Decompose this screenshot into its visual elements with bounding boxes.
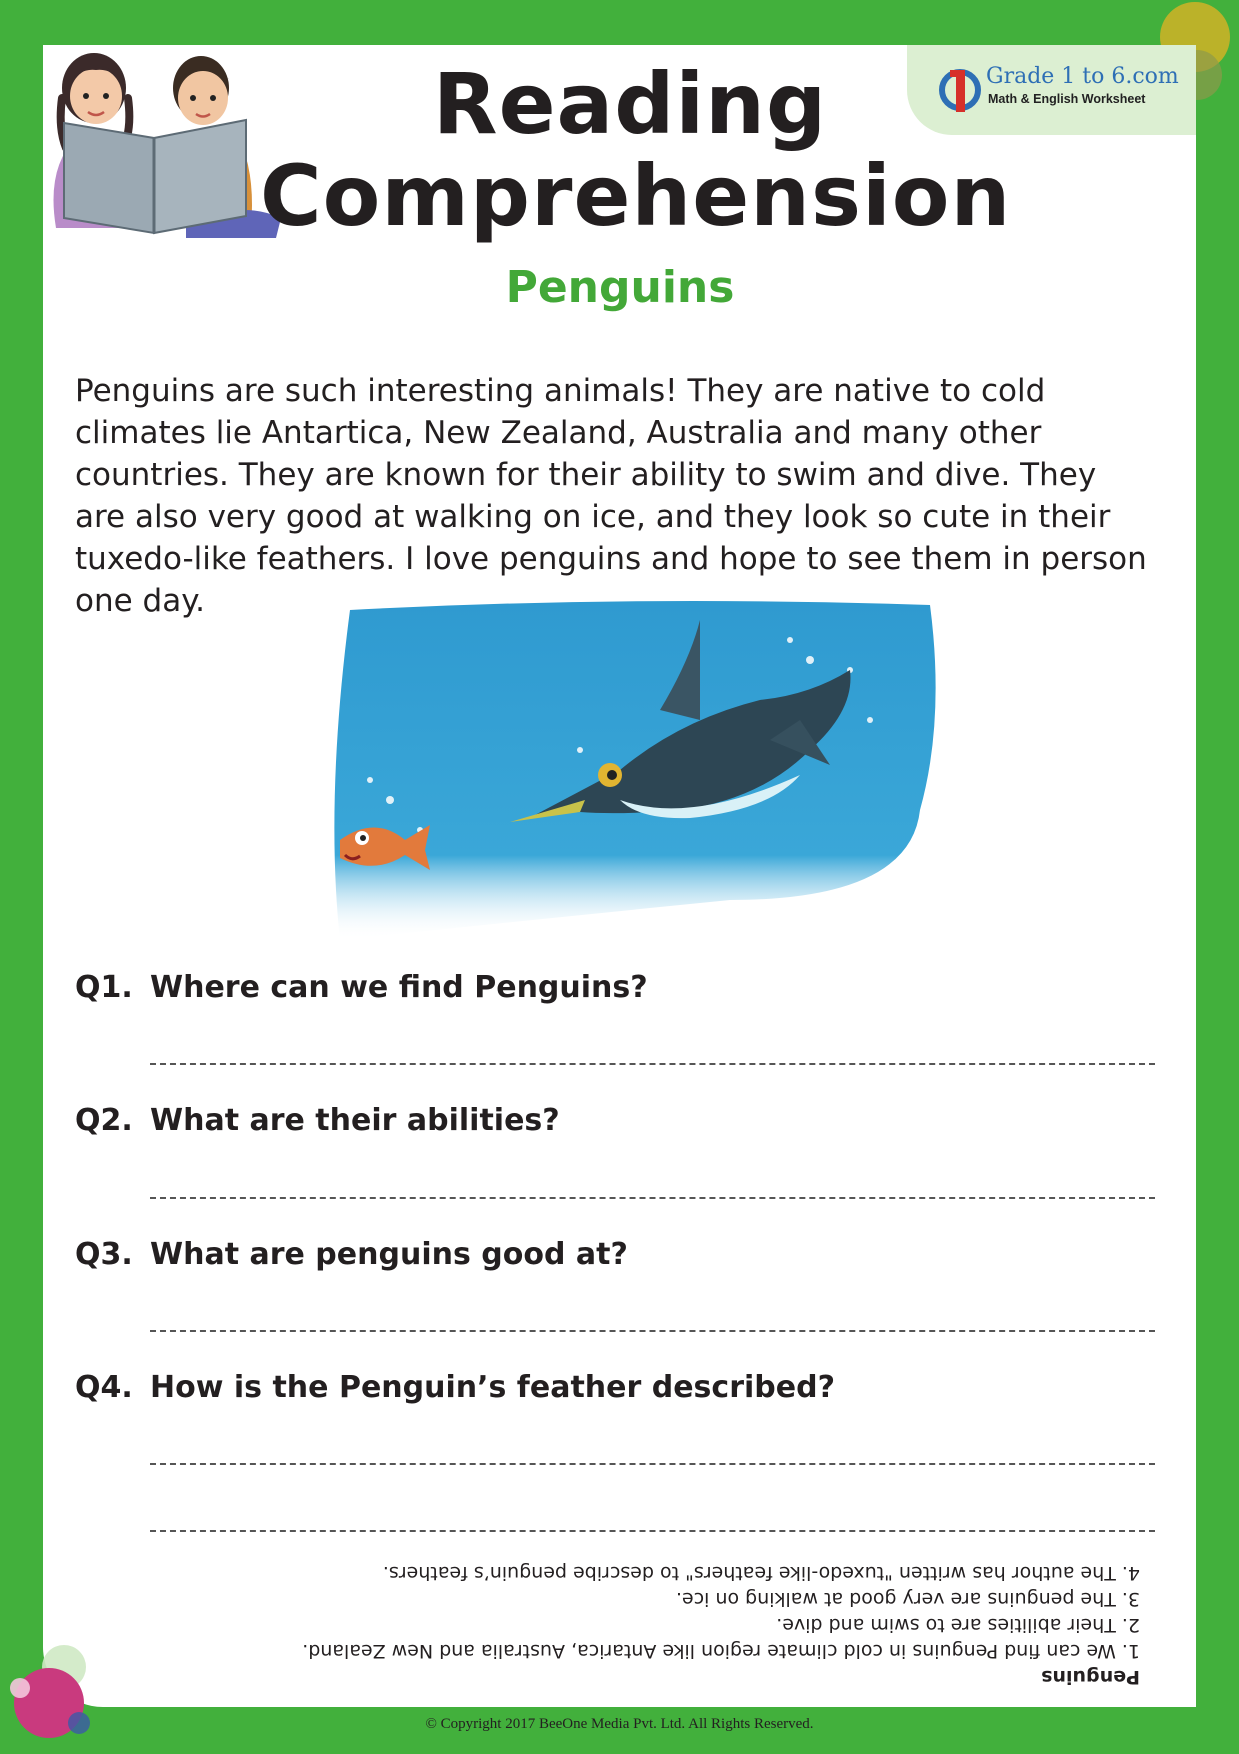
kids-reading-illustration bbox=[36, 28, 284, 238]
reading-passage: Penguins are such interesting animals! They are native to cold climates lie Antartica, New Zealand, Australia and many other countries. They are known for their ability to swim and dive. They are also very good at walking on ice, and they look so cute in their tuxedo-like feathers. I love penguins and hope to see them in person one day. bbox=[75, 373, 1147, 619]
question-1 bbox=[75, 970, 648, 1005]
question-3-number: Q3. bbox=[75, 1237, 133, 1272]
answer-key-upside-down bbox=[230, 1560, 1140, 1690]
question-1-number: Q1. bbox=[75, 970, 133, 1005]
answer-line-3[interactable] bbox=[150, 1330, 1155, 1332]
answer-key-item-4: 4. The author has written "tuxedo-like feathers" to describe penguin’s feathers. bbox=[382, 1562, 1140, 1584]
title-line-2: Comprehension bbox=[260, 147, 1012, 245]
answer-key-item-1: 1. We can find Penguins in cold climate region like Antarica, Australia and New Zealand. bbox=[302, 1640, 1140, 1662]
copyright-notice: © Copyright 2017 BeeOne Media Pvt. Ltd. All Rights Reserved. bbox=[425, 1716, 814, 1732]
answer-line-2[interactable] bbox=[150, 1197, 1155, 1199]
question-2-text: What are their abilities? bbox=[150, 1103, 560, 1138]
question-4-number: Q4. bbox=[75, 1370, 133, 1405]
answer-key-item-2: 2. Their abilities are to swim and dive. bbox=[776, 1614, 1140, 1636]
answer-key-item-3: 3. The penguins are very good at walking on ice. bbox=[675, 1588, 1140, 1610]
logo-title[interactable]: Grade 1 to 6.com bbox=[986, 64, 1179, 89]
question-4 bbox=[75, 1370, 835, 1405]
title-line-1: Reading bbox=[432, 55, 828, 153]
question-4-text: How is the Penguin’s feather described? bbox=[150, 1370, 835, 1405]
question-3-text: What are penguins good at? bbox=[150, 1237, 628, 1272]
answer-line-4b[interactable] bbox=[150, 1530, 1155, 1532]
question-2 bbox=[75, 1103, 560, 1138]
penguin-underwater-illustration bbox=[330, 600, 940, 950]
decor-circle-white bbox=[10, 1678, 30, 1698]
answer-line-4a[interactable] bbox=[150, 1463, 1155, 1465]
answer-key-title: Penguins bbox=[1041, 1666, 1140, 1688]
page-title bbox=[260, 55, 1012, 245]
question-2-number: Q2. bbox=[75, 1103, 133, 1138]
question-3 bbox=[75, 1237, 628, 1272]
answer-line-1[interactable] bbox=[150, 1063, 1155, 1065]
logo-subtitle: Math & English Worksheet bbox=[988, 92, 1146, 106]
passage-subtitle: Penguins bbox=[505, 262, 735, 313]
question-1-text: Where can we find Penguins? bbox=[150, 970, 648, 1005]
